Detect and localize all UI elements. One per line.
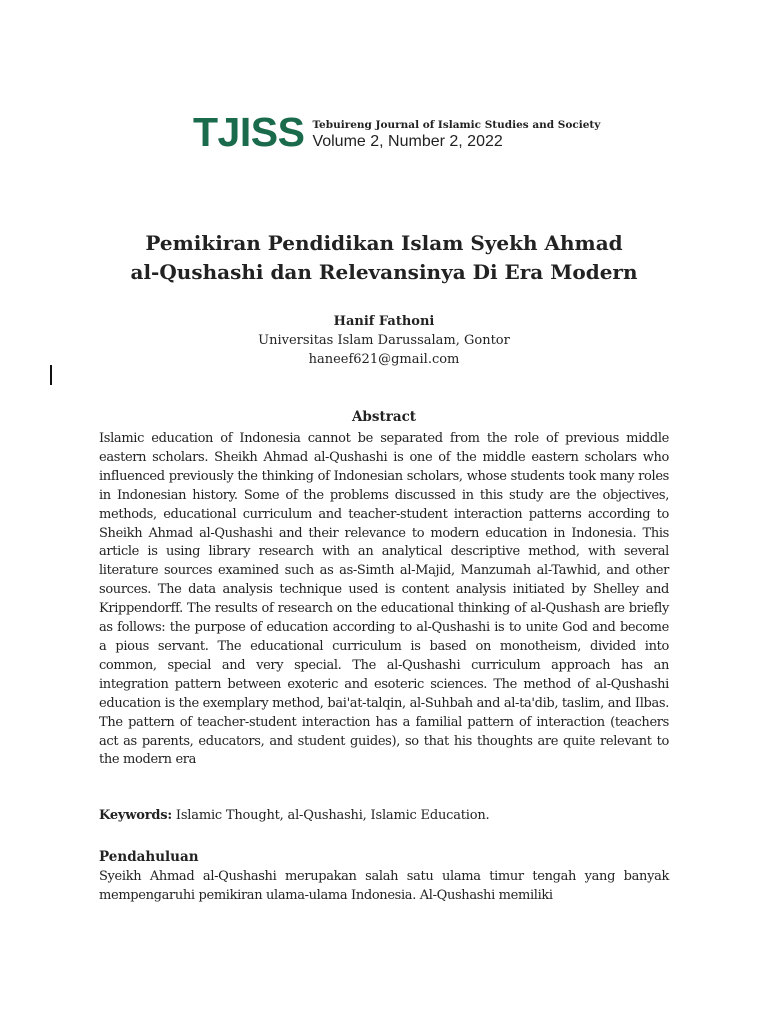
author-block [84,312,684,369]
keywords-line [99,806,669,825]
paper-title-line-1: Pemikiran Pendidikan Islam Syekh Ahmad [145,231,623,255]
author-email[interactable]: haneef621@gmail.com [308,352,460,367]
author-affiliation: Universitas Islam Darussalam, Gontor [258,333,510,348]
journal-name: Tebuireng Journal of Islamic Studies and Society [312,119,601,131]
journal-logo: TJISS [193,109,305,155]
keywords-label: Keywords: [99,808,172,823]
author-name: Hanif Fathoni [333,314,435,329]
journal-volume: Volume 2, Number 2, 2022 [312,133,503,150]
text-cursor [50,365,52,385]
abstract-text: Islamic education of Indonesia cannot be separated from the role of previous middle eastern scholars. Sheikh Ahmad al-Qushashi is one of the middle eastern scholars who influenced previously the thinking of Indonesian scholars, whose students took many roles in Indonesian history. Some of the problems discussed in this study are the objectives, methods, educational curriculum and teacher-student interaction patterns according to Sheikh Ahmad al-Qushashi and their relevance to modern education in Indonesia. This article is using library research with an analytical descriptive method, with several literature sources examined such as as-Simth al-Majid, Manzumah al-Tawhid, and other sources. The data analysis technique used is content analysis initiated by Shelley and Krippendorff. The results of research on the educational thinking of al-Qushash are briefly as follows: the purpose of education according to al-Qushashi is to unite God and become a pious servant. The educational curriculum is based on monotheism, divided into common, special and very special. The al-Qushashi curriculum approach has an integration pattern between exoteric and esoteric sciences. The method of al-Qushashi education is the exemplary method, bai'at-talqin, al-Suhbah and al-ta'dib, taslim, and Ilbas. The pattern of teacher-student interaction has a familial pattern of interaction (teachers act as parents, educators, and student guides), so that his thoughts are quite relevant to the modern era [99,431,669,768]
keywords-value: Islamic Thought, al-Qushashi, Islamic Education. [171,808,490,823]
paper-title [84,229,684,287]
abstract-heading: Abstract [351,409,417,425]
section-heading-introduction: Pendahuluan [99,849,199,865]
introduction-text: Syeikh Ahmad al-Qushashi merupakan salah satu ulama timur tengah yang banyak mempengaruhi pemikiran ulama-ulama Indonesia. Al-Qushashi memiliki [99,869,669,903]
journal-header [193,110,600,154]
journal-meta [312,119,600,152]
paper-title-line-2: al-Qushashi dan Relevansinya Di Era Modern [130,260,638,284]
